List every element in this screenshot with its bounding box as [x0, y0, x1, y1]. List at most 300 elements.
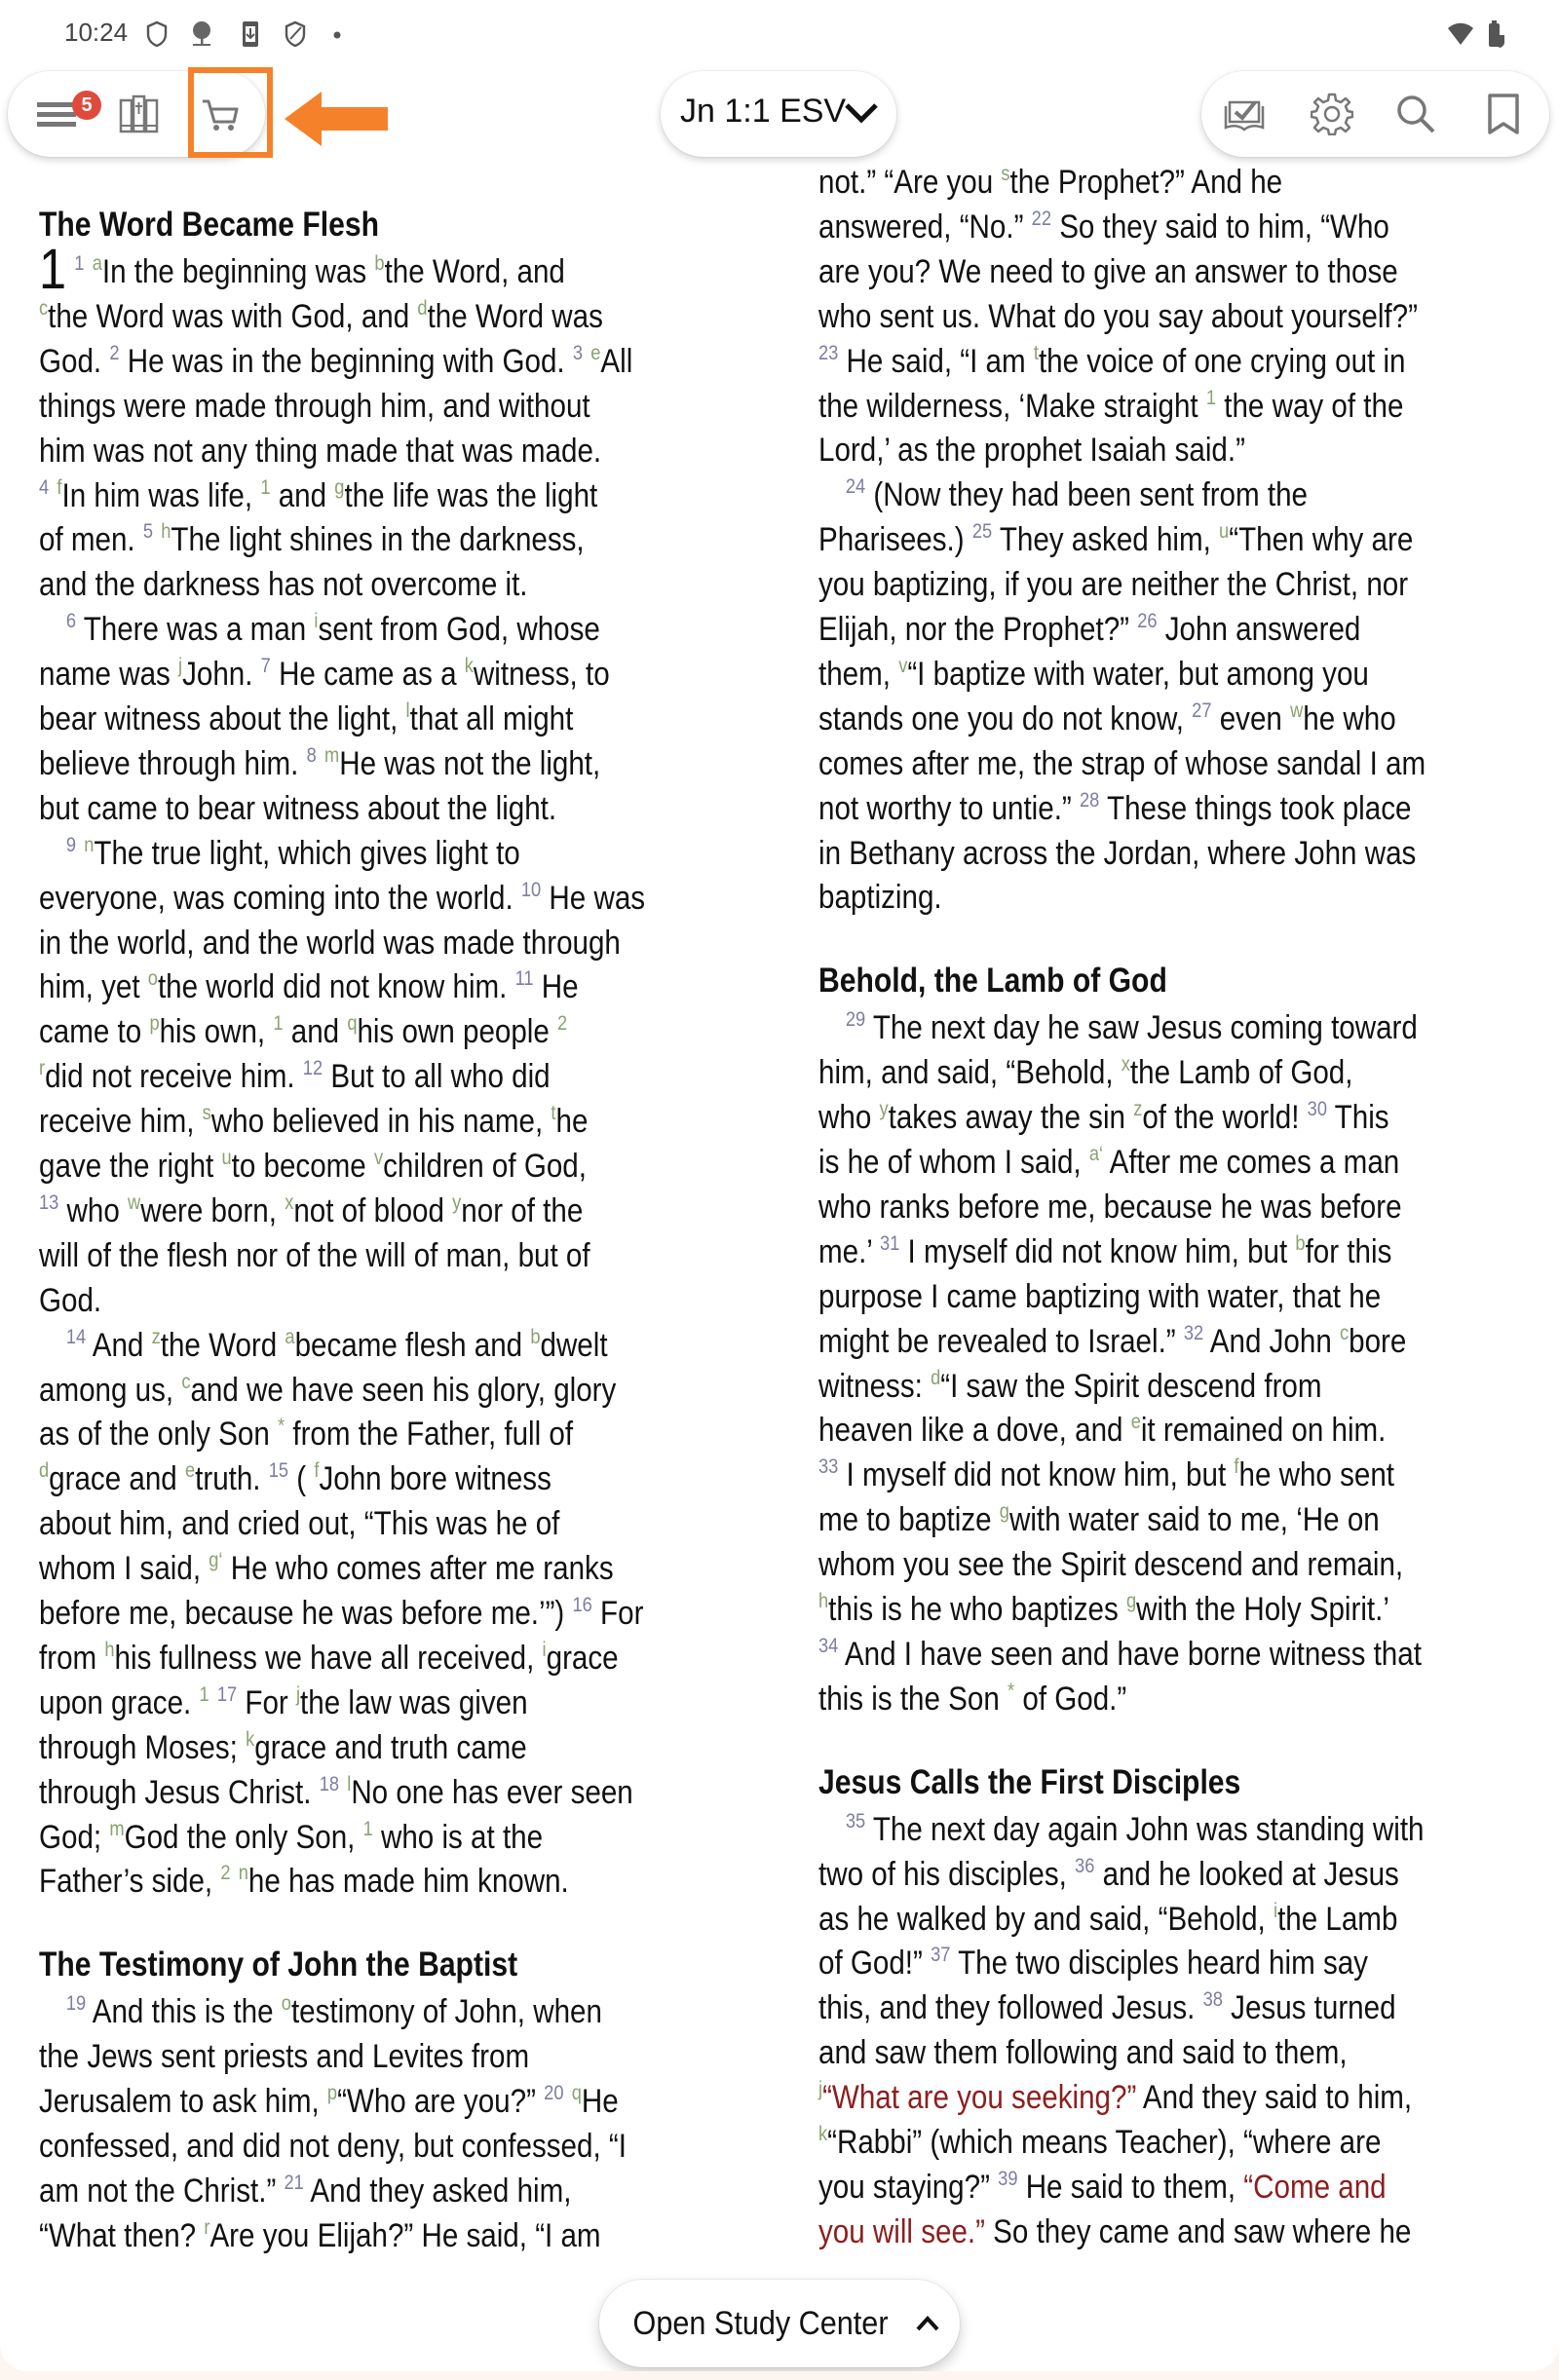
chevron-down-icon: [844, 100, 879, 126]
verse-text: And John: [1203, 1322, 1340, 1360]
verse-text: Jerusalem to ask him,: [39, 2083, 327, 2121]
footnote-marker[interactable]: e: [590, 341, 601, 364]
text-line: [818, 562, 1408, 607]
footnote-marker[interactable]: q: [571, 2082, 582, 2105]
text-line: [39, 517, 585, 562]
text-line: [818, 1632, 1422, 1677]
verse-text: you staying?”: [818, 2168, 999, 2206]
verse-text: And they asked him,: [303, 2172, 572, 2210]
verse-text: And they said to him,: [1136, 2079, 1413, 2117]
verse-text: For: [237, 1683, 296, 1721]
footnote-marker[interactable]: i: [314, 610, 319, 633]
text-line: [818, 1408, 1386, 1453]
verse-number[interactable]: 22: [1031, 207, 1051, 230]
search-button[interactable]: [1387, 85, 1445, 143]
verse-number[interactable]: 13: [39, 1190, 59, 1214]
verse-number[interactable]: 39: [998, 2167, 1018, 2190]
text-line: [39, 831, 520, 876]
text-line: [818, 517, 1413, 562]
footnote-marker[interactable]: i: [542, 1638, 547, 1661]
verse-number[interactable]: 4: [39, 475, 50, 499]
text-line: [39, 1501, 559, 1546]
verse-text: believe through him.: [39, 744, 307, 782]
text-line: [818, 384, 1403, 429]
verse-text: whom I said,: [39, 1550, 209, 1588]
verse-number[interactable]: 34: [818, 1634, 839, 1657]
verse-text: gave the right: [39, 1148, 222, 1185]
footnote-marker[interactable]: g: [999, 1500, 1009, 1524]
verse-text: “What then?: [39, 2216, 205, 2254]
footnote-marker[interactable]: 2: [220, 1862, 231, 1885]
text-line: [39, 697, 573, 741]
text-line: [818, 294, 1418, 339]
verse-number[interactable]: 3: [572, 341, 584, 364]
footnote-marker[interactable]: k: [246, 1727, 255, 1751]
section-heading: The Testimony of John the Baptist: [39, 1946, 518, 1984]
footnote-marker[interactable]: u: [1219, 520, 1230, 544]
section-heading: Jesus Calls the First Disciples: [818, 1762, 1241, 1801]
footnote-marker[interactable]: p: [326, 2082, 338, 2105]
text-line: [818, 160, 1282, 205]
footnote-marker[interactable]: 1: [273, 1012, 284, 1036]
verse-number[interactable]: 7: [260, 655, 271, 678]
verse-text: There was a man: [76, 611, 315, 649]
verse-text: grace and: [49, 1460, 185, 1498]
verse-text: John bore witness: [319, 1460, 551, 1498]
verse-text: and the darkness has not overcome it.: [39, 566, 528, 604]
verse-text: John answered: [1157, 611, 1361, 648]
menu-icon: [35, 93, 78, 135]
verse-text: He said to them,: [1017, 2168, 1244, 2206]
verse-text: The next day he saw Jesus coming toward: [865, 1009, 1418, 1047]
verse-text: He: [533, 968, 579, 1006]
footnote-marker[interactable]: 1: [362, 1817, 373, 1840]
verse-text: [84, 253, 92, 290]
verse-text: the way of the: [1216, 387, 1404, 425]
footnote-marker[interactable]: n: [238, 1862, 248, 1885]
footnote-marker[interactable]: 1: [260, 475, 271, 499]
verse-text: All: [600, 342, 633, 380]
text-line: [818, 1274, 1381, 1319]
text-line: [39, 473, 597, 518]
footnote-marker[interactable]: d: [417, 296, 428, 320]
verse-number[interactable]: 16: [572, 1594, 592, 1616]
footnote-marker[interactable]: d: [39, 1459, 50, 1483]
footnote-marker[interactable]: u: [221, 1147, 232, 1169]
verse-text: of God.”: [1014, 1680, 1127, 1718]
footnote-marker[interactable]: e: [1130, 1411, 1141, 1434]
verse-text: He came as a: [270, 656, 465, 694]
verse-text: After me comes a man: [1103, 1144, 1400, 1181]
verse-text: And I have seen and have borne witness that: [838, 1635, 1422, 1673]
shield-icon: [144, 19, 170, 49]
verse-text: He who comes after me ranks: [222, 1550, 614, 1588]
library-button[interactable]: [110, 85, 169, 143]
footnote-marker[interactable]: s: [202, 1102, 211, 1125]
verse-text: and we have seen his glory, glory: [190, 1371, 617, 1409]
settings-button[interactable]: [1303, 85, 1361, 143]
verse-text: among us,: [39, 1371, 182, 1409]
footnote-marker[interactable]: t: [551, 1102, 556, 1125]
verse-text: the world did not know him.: [157, 968, 515, 1006]
footnote-marker[interactable]: 1: [199, 1682, 209, 1706]
text-line: [818, 697, 1396, 741]
text-line: [39, 1636, 619, 1681]
verse-number[interactable]: 8: [306, 743, 317, 767]
verse-number[interactable]: 14: [65, 1325, 87, 1348]
footnote-marker[interactable]: a: [92, 252, 102, 275]
verse-text: Father’s side,: [39, 1863, 221, 1901]
footnote-marker[interactable]: b: [374, 252, 385, 275]
footnote-marker[interactable]: y: [879, 1098, 889, 1121]
verse-text: “I saw the Spirit descend from: [940, 1367, 1322, 1405]
verse-text: who is at the: [372, 1818, 544, 1856]
verse-text: The true light, which gives light to: [94, 834, 520, 872]
verse-number[interactable]: 21: [284, 2171, 304, 2194]
verse-text: and he looked at Jesus: [1094, 1855, 1399, 1893]
verse-text: grace and truth came: [254, 1728, 527, 1766]
footnote-marker[interactable]: w: [1290, 699, 1304, 722]
verse-text: witness:: [818, 1367, 932, 1405]
text-line: [39, 1189, 583, 1233]
verse-text: “Then why are: [1229, 521, 1414, 559]
text-line: [39, 384, 590, 429]
text-line: [39, 2079, 619, 2124]
text-line: [818, 1229, 1391, 1274]
verse-text: is he of whom I said,: [818, 1144, 1089, 1181]
status-bar: [0, 0, 1559, 68]
verse-text: through Moses;: [39, 1728, 247, 1766]
words-of-christ: “What are you seeking?”: [822, 2079, 1137, 2117]
footnote-marker[interactable]: p: [149, 1012, 160, 1036]
footnote-marker[interactable]: z: [151, 1325, 161, 1348]
verse-number[interactable]: 20: [544, 2082, 564, 2105]
verse-text: but came to bear witness about the light.: [39, 789, 557, 827]
text-line: [818, 1050, 1352, 1095]
download-icon: [238, 19, 263, 49]
menu-button[interactable]: [27, 85, 93, 143]
text-line: [818, 2165, 1387, 2210]
verse-text: he who sent: [1238, 1456, 1395, 1494]
text-line: [818, 1497, 1380, 1542]
verse-text: They asked him,: [992, 521, 1220, 559]
text-line: [39, 294, 603, 339]
text-line: [39, 1368, 616, 1413]
footnote-marker[interactable]: x: [285, 1190, 294, 1214]
verse-text: But to all who did: [323, 1058, 551, 1096]
verse-number[interactable]: 24: [845, 475, 866, 499]
reference-label: Jn 1:1 ESV: [680, 93, 847, 130]
footnote-marker[interactable]: c: [39, 296, 49, 320]
footnote-marker[interactable]: f: [1234, 1455, 1239, 1479]
verse-number[interactable]: 6: [65, 610, 77, 633]
footnote-marker[interactable]: z: [1133, 1098, 1143, 1121]
verse-text: In him was life,: [61, 476, 261, 514]
verse-text: He said, “I am: [838, 342, 1034, 380]
verse-number[interactable]: 5: [142, 520, 154, 544]
footnote-marker[interactable]: l: [405, 699, 410, 722]
footnote-marker[interactable]: j: [295, 1682, 301, 1706]
footnote-marker[interactable]: j: [818, 2078, 823, 2101]
verse-number[interactable]: 18: [319, 1772, 340, 1795]
verse-number[interactable]: 33: [818, 1455, 839, 1479]
verse-number[interactable]: 9: [65, 833, 77, 856]
reading-plan-button[interactable]: [1215, 85, 1274, 143]
verse-text: his own,: [159, 1013, 274, 1051]
verse-number[interactable]: 36: [1075, 1854, 1095, 1877]
footnote-marker[interactable]: n: [84, 833, 95, 856]
verse-text: takes away the sin: [888, 1099, 1134, 1137]
text-line: [818, 1985, 1396, 2030]
verse-number[interactable]: 26: [1137, 610, 1158, 632]
verse-text: The light shines in the darkness,: [171, 521, 585, 559]
verse-text: dwelt: [540, 1326, 608, 1364]
text-line: [39, 429, 601, 473]
footnote-marker[interactable]: f: [314, 1459, 320, 1483]
verse-text: before me, because he was before me.’”): [39, 1595, 573, 1632]
text-line: [39, 1770, 633, 1815]
verse-text: the law was given: [300, 1683, 528, 1721]
footnote-marker[interactable]: s: [1001, 163, 1010, 185]
text-line: [818, 2075, 1412, 2120]
footnote-marker[interactable]: x: [1121, 1053, 1130, 1077]
footnote-marker[interactable]: i: [1273, 1899, 1278, 1922]
shield-outline-icon: [283, 19, 308, 49]
verse-number[interactable]: 27: [1192, 699, 1212, 722]
verse-text: nor of the: [461, 1191, 584, 1229]
footnote-marker[interactable]: v: [373, 1147, 384, 1169]
text-line: [39, 1144, 587, 1189]
footnote-marker[interactable]: c: [181, 1370, 191, 1393]
verse-text: heaven like a dove, and: [818, 1412, 1131, 1450]
text-line: [39, 876, 645, 921]
footnote-marker[interactable]: r: [39, 1057, 46, 1080]
verse-number[interactable]: 17: [216, 1682, 238, 1706]
verse-text: witness, to: [473, 656, 610, 694]
verse-text: [153, 521, 161, 558]
verse-number[interactable]: 32: [1183, 1321, 1204, 1344]
verse-number[interactable]: 15: [268, 1459, 289, 1483]
footnote-marker[interactable]: 2: [557, 1012, 568, 1036]
footnote-marker[interactable]: w: [128, 1190, 141, 1214]
verse-text: God.: [39, 1281, 102, 1319]
footnote-marker[interactable]: *: [1008, 1679, 1015, 1702]
verse-text: [583, 343, 590, 380]
verse-text: confessed, and did not deny, but confessed, “I: [39, 2128, 627, 2165]
verse-text: not of blood: [293, 1191, 453, 1229]
footnote-marker[interactable]: k: [464, 655, 474, 678]
verse-text: comes after me, the strap of whose sandal I am: [818, 744, 1426, 782]
verse-text: [317, 745, 324, 782]
verse-number[interactable]: 23: [818, 341, 839, 364]
text-line: [818, 339, 1406, 384]
footnote-marker[interactable]: f: [57, 475, 62, 499]
verse-text: Elijah, nor the Prophet?”: [818, 611, 1138, 648]
footnote-marker[interactable]: m: [323, 743, 340, 767]
bookmark-icon: [1482, 93, 1525, 135]
verse-number[interactable]: 37: [931, 1944, 951, 1967]
verse-text: [76, 835, 84, 872]
notification-badge: 5: [72, 91, 101, 120]
verse-text: God.: [39, 342, 110, 380]
bookmark-button[interactable]: [1474, 85, 1533, 143]
footnote-marker[interactable]: g: [334, 475, 345, 499]
verse-text: truth.: [195, 1460, 269, 1498]
footnote-marker[interactable]: *: [278, 1415, 285, 1438]
verse-text: of men.: [39, 521, 143, 559]
verse-number[interactable]: 28: [1080, 788, 1100, 812]
verse-text: to become: [231, 1148, 374, 1185]
footnote-marker[interactable]: a‘: [1088, 1143, 1104, 1165]
footnote-marker[interactable]: r: [204, 2215, 210, 2239]
verse-text: the Lamb of God,: [1129, 1054, 1353, 1092]
open-study-center-button[interactable]: [599, 2280, 960, 2367]
verse-text: as of the only Son: [39, 1416, 279, 1454]
footnote-marker[interactable]: g‘: [209, 1549, 223, 1572]
verse-text: Are you Elijah?” He said, “I am: [209, 2216, 601, 2254]
verse-text: In the beginning was: [101, 253, 375, 290]
verse-text: through Jesus Christ.: [39, 1773, 320, 1811]
footnote-marker[interactable]: o: [147, 967, 158, 991]
settings-icon: [1311, 93, 1353, 135]
verse-number[interactable]: 11: [514, 967, 534, 991]
verse-number[interactable]: 35: [845, 1809, 866, 1832]
reference-selector[interactable]: [661, 71, 896, 157]
verse-text: (: [288, 1460, 315, 1498]
verse-text: For: [591, 1595, 644, 1632]
text-line: [818, 786, 1411, 831]
footnote-marker[interactable]: e: [184, 1459, 196, 1483]
text-line: [818, 831, 1416, 876]
footnote-marker[interactable]: h: [161, 520, 171, 544]
text-line: [818, 249, 1398, 294]
text-line: [818, 1542, 1403, 1587]
section-heading: Behold, the Lamb of God: [818, 962, 1167, 1001]
verse-text: it remained on him.: [1140, 1412, 1387, 1450]
footnote-marker[interactable]: l: [347, 1772, 352, 1795]
footnote-marker[interactable]: m: [109, 1817, 125, 1840]
text-line: [39, 2124, 627, 2169]
verse-text: he has made him known.: [247, 1863, 569, 1901]
verse-text: who ranks before me, because he was before: [818, 1188, 1402, 1226]
footnote-marker[interactable]: g: [1126, 1590, 1137, 1612]
verse-text: baptizing.: [818, 879, 942, 917]
verse-text: the voice of one crying out in: [1038, 342, 1406, 380]
verse-number[interactable]: 38: [1202, 1988, 1223, 2012]
footnote-marker[interactable]: t: [1033, 341, 1039, 364]
footnote-marker[interactable]: y: [452, 1190, 462, 1214]
verse-text: “I baptize with water, but among you: [907, 655, 1369, 693]
footnote-marker[interactable]: q: [347, 1012, 358, 1036]
text-line: [818, 607, 1360, 652]
text-line: [39, 1278, 101, 1323]
verse-text: from the Father, full of: [285, 1416, 574, 1454]
footnote-marker[interactable]: a: [285, 1325, 295, 1348]
text-line: [39, 2169, 571, 2213]
text-line: [39, 1989, 602, 2034]
verse-text: of God!”: [818, 1945, 932, 1983]
text-line: [818, 741, 1426, 786]
verse-number[interactable]: 19: [65, 1992, 87, 2016]
footnote-marker[interactable]: h: [104, 1638, 115, 1661]
footnote-marker[interactable]: v: [898, 654, 908, 677]
footnote-marker[interactable]: o: [281, 1992, 291, 2016]
footnote-marker[interactable]: c: [1339, 1321, 1350, 1344]
footnote-marker[interactable]: b: [1295, 1231, 1306, 1255]
verse-number[interactable]: 25: [971, 520, 993, 544]
verse-text: not worthy to untie.”: [818, 789, 1081, 827]
verse-text: the life was the light: [344, 476, 598, 514]
text-line: [39, 1099, 588, 1144]
text-line: [818, 1005, 1418, 1050]
footnote-marker[interactable]: k: [818, 2123, 828, 2145]
wifi-icon: [1446, 19, 1475, 49]
footnote-marker[interactable]: d: [931, 1366, 941, 1389]
text-line: [39, 1725, 527, 1770]
verse-number[interactable]: 10: [520, 878, 542, 901]
search-icon: [1394, 93, 1437, 135]
verse-number[interactable]: 30: [1307, 1098, 1327, 1121]
verse-text: God the only Son,: [124, 1818, 363, 1856]
footnote-marker[interactable]: b: [530, 1325, 541, 1348]
text-line: [818, 1095, 1389, 1140]
verse-text: am not the Christ.”: [39, 2172, 285, 2210]
verse-number[interactable]: 31: [880, 1231, 900, 1255]
verse-text: his own people: [357, 1013, 558, 1051]
text-line: [39, 1546, 614, 1591]
verse-text: The next day again John was standing with: [865, 1810, 1425, 1848]
verse-text: “Rabbi” (which means Teacher), “where are: [827, 2124, 1382, 2161]
verse-number[interactable]: 29: [845, 1008, 866, 1032]
verse-text: with water said to me, ‘He on: [1008, 1501, 1380, 1539]
text-line: [39, 964, 579, 1009]
footnote-marker[interactable]: j: [178, 655, 183, 678]
verse-text: who believed in his name,: [210, 1103, 551, 1141]
text-line: [39, 1054, 551, 1099]
text-line: [39, 1009, 567, 1054]
verse-text: and saw them following and said to them,: [818, 2034, 1348, 2072]
words-of-christ: you will see.”: [818, 2212, 985, 2250]
verse-text: that all might: [409, 700, 574, 737]
verse-text: whom you see the Spirit descend and remain,: [818, 1546, 1404, 1584]
footnote-marker[interactable]: 1: [1205, 386, 1217, 409]
verse-number[interactable]: 2: [109, 341, 120, 364]
verse-text: him, yet: [39, 968, 148, 1006]
text-line: [818, 472, 1308, 517]
verse-number[interactable]: 1: [74, 252, 85, 275]
verse-text: testimony of John, when: [290, 1993, 602, 2031]
verse-text: Pharisees.): [818, 521, 972, 559]
text-line: [818, 1897, 1397, 1942]
verse-text: receive him,: [39, 1103, 203, 1141]
verse-text: from: [39, 1639, 105, 1677]
verse-text: for this: [1305, 1232, 1392, 1270]
verse-text: as he walked by and said, “Behold,: [818, 1900, 1274, 1938]
verse-text: bore: [1349, 1322, 1407, 1360]
verse-text: the Word, and: [384, 253, 565, 290]
text-line: [39, 1815, 543, 1860]
verse-text: him was not any thing made that was made.: [39, 432, 602, 470]
text-line: [39, 1859, 569, 1904]
text-line: [818, 2210, 1411, 2254]
text-line: [818, 428, 1245, 472]
verse-text: came to: [39, 1013, 150, 1051]
verse-text: bear witness about the light,: [39, 700, 406, 737]
verse-number[interactable]: 12: [302, 1057, 323, 1080]
verse-text: who: [818, 1099, 880, 1137]
footnote-marker[interactable]: h: [818, 1590, 829, 1612]
verse-text: who: [58, 1191, 129, 1229]
